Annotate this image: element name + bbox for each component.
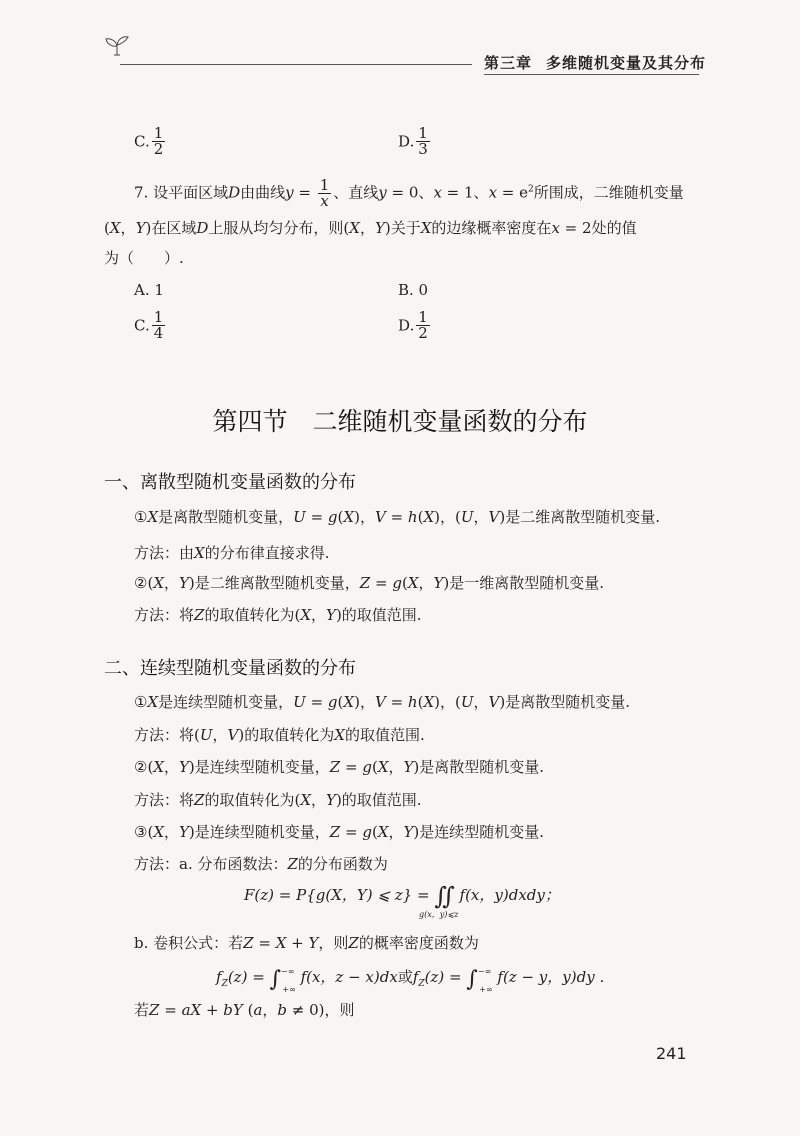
part2-line5: ③(X，Y)是连续型随机变量，Z = g(X，Y)是连续型随机变量. [134,823,545,841]
sprout-icon [104,35,130,57]
q7-option-c: C. $\frac{1}{4}$ [134,308,164,342]
part2-line8: 若Z = aX + bY (a，b ≠ 0)，则 [134,1001,355,1019]
running-header [484,52,706,73]
question7-line2: (X，Y)在区域D上服从均匀分布，则(X，Y)关于X的边缘概率密度在x = 2处的值 [104,219,637,237]
part2-heading: 二、连续型随机变量函数的分布 [104,658,356,679]
part1-line3: ②(X，Y)是二维离散型随机变量，Z = g(X，Y)是一维离散型随机变量. [134,574,605,592]
part2-line4: 方法：将Z的取值转化为(X，Y)的取值范围. [134,791,422,809]
part1-line4: 方法：将Z的取值转化为(X，Y)的取值范围. [134,606,422,624]
distribution-function-formula: F(z) = P{g(X，Y) ⩽ z} = ∬ f(x，y)dxdy； [244,882,560,910]
section-title: 第四节 二维随机变量函数的分布 [212,407,588,436]
question7-line1: 7. 设平面区域D由曲线y = $\frac{1}{x}$ 、直线y = 0、x = 1、$x = e^2$所围成，二维随机变量 [134,176,684,210]
option-c: C. $\frac{1}{2}$ [134,124,164,158]
question7-line3: 为（ ）. [104,249,184,267]
part1-line2: 方法：由X的分布律直接求得. [134,544,330,562]
part2-line2: 方法：将(U，V)的取值转化为X的取值范围. [134,726,425,744]
part2-line6: 方法：a. 分布函数法：Z的分布函数为 [134,855,388,873]
part2-line7: b. 卷积公式：若Z = X + Y，则Z的概率密度函数为 [134,934,479,952]
q7-option-b: B. 0 [398,281,429,299]
page-number: 241 [656,1044,687,1063]
part1-heading: 一、离散型随机变量函数的分布 [104,472,356,493]
q7-option-d: D. $\frac{1}{2}$ [398,308,428,342]
convolution-formula: $f_Z(z) = \int^{-\infty}_{+\infty}$ f(x，z − x)dx或$f_Z(z) = \int^{-\infty}_{+\infty}$ f(z − y，y)dy . [216,967,605,994]
part2-line1: ①X是连续型随机变量，U = g(X)，V = h(X)，(U，V)是离散型随机变量. [134,693,631,711]
part2-line3: ②(X，Y)是连续型随机变量，Z = g(X，Y)是离散型随机变量. [134,758,545,776]
header-line [120,64,472,65]
option-d: D. $\frac{1}{3}$ [398,124,428,158]
chapter-title: 多维随机变量及其分布 [546,54,707,72]
double-integral-region: g(x，y)⩽z [419,910,459,919]
q7-option-a: A. 1 [134,281,164,299]
chapter-label: 第三章 [484,54,533,72]
header-rule [484,74,699,75]
part1-line1: ①X是离散型随机变量，U = g(X)，V = h(X)，(U，V)是二维离散型随机变量. [134,508,661,526]
